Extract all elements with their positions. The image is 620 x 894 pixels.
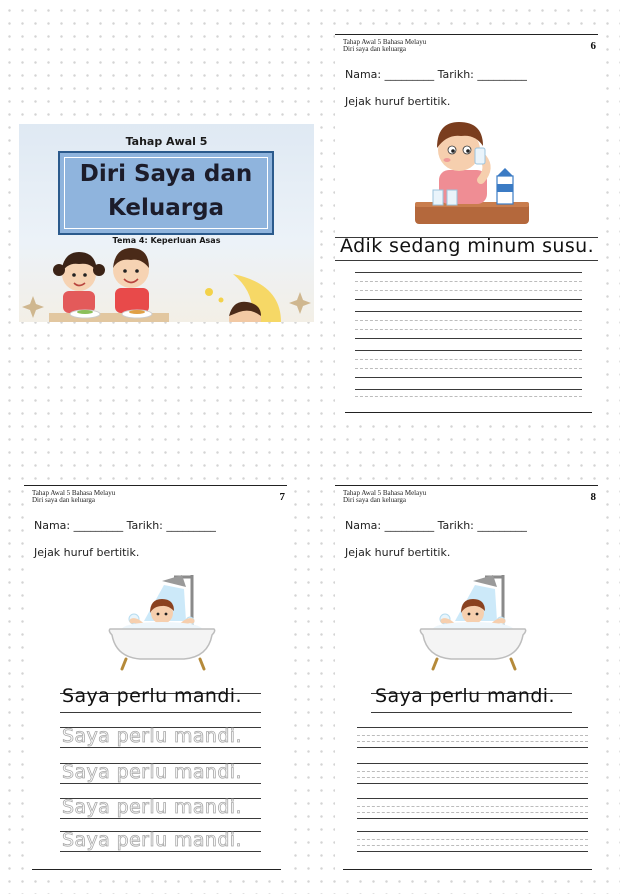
child-bathtub-icon <box>415 573 535 673</box>
trace-sentence: Saya perlu mandi. <box>62 761 242 783</box>
worksheet-page-7 <box>24 485 287 877</box>
instruction-text: Jejak huruf bertitik. <box>34 546 140 559</box>
name-date-field[interactable]: Nama: _________ Tarikh: _________ <box>34 519 216 532</box>
name-date-field[interactable]: Nama: _________ Tarikh: _________ <box>345 68 527 81</box>
instruction-text: Jejak huruf bertitik. <box>345 95 451 108</box>
page-number: 8 <box>590 491 596 503</box>
instruction-text: Jejak huruf bertitik. <box>345 546 451 559</box>
cover-theme-label: Tema 4: Keperluan Asas <box>112 236 221 245</box>
cover-title-line2: Keluarga <box>107 195 225 221</box>
trace-sentence: Saya perlu mandi. <box>62 829 242 851</box>
page-header-subtitle: Diri saya dan keluarga <box>343 45 407 53</box>
page-header-title: Tahap Awal 5 Bahasa Melayu <box>32 489 116 497</box>
child-bathtub-icon <box>104 573 224 673</box>
page-number: 7 <box>279 491 285 503</box>
model-sentence: Adik sedang minum susu. <box>340 235 595 257</box>
trace-sentence: Saya perlu mandi. <box>62 796 242 818</box>
page-header-subtitle: Diri saya dan keluarga <box>32 496 96 504</box>
page-header-title: Tahap Awal 5 Bahasa Melayu <box>343 38 427 46</box>
cover-thumbnail[interactable] <box>19 124 314 322</box>
model-sentence: Saya perlu mandi. <box>62 685 242 707</box>
cover-children-illustration <box>19 124 314 322</box>
cover-level-label: Tahap Awal 5 <box>125 135 208 148</box>
worksheet-page-6 <box>335 34 598 419</box>
worksheet-page-8 <box>335 485 598 877</box>
boy-drinking-milk-icon <box>411 110 541 230</box>
trace-sentence: Saya perlu mandi. <box>62 725 242 747</box>
name-date-field[interactable]: Nama: _________ Tarikh: _________ <box>345 519 527 532</box>
page-header-title: Tahap Awal 5 Bahasa Melayu <box>343 489 427 497</box>
model-sentence: Saya perlu mandi. <box>375 685 555 707</box>
page-number: 6 <box>590 40 596 52</box>
page-header-subtitle: Diri saya dan keluarga <box>343 496 407 504</box>
cover-title-line1: Diri Saya dan <box>79 161 253 187</box>
